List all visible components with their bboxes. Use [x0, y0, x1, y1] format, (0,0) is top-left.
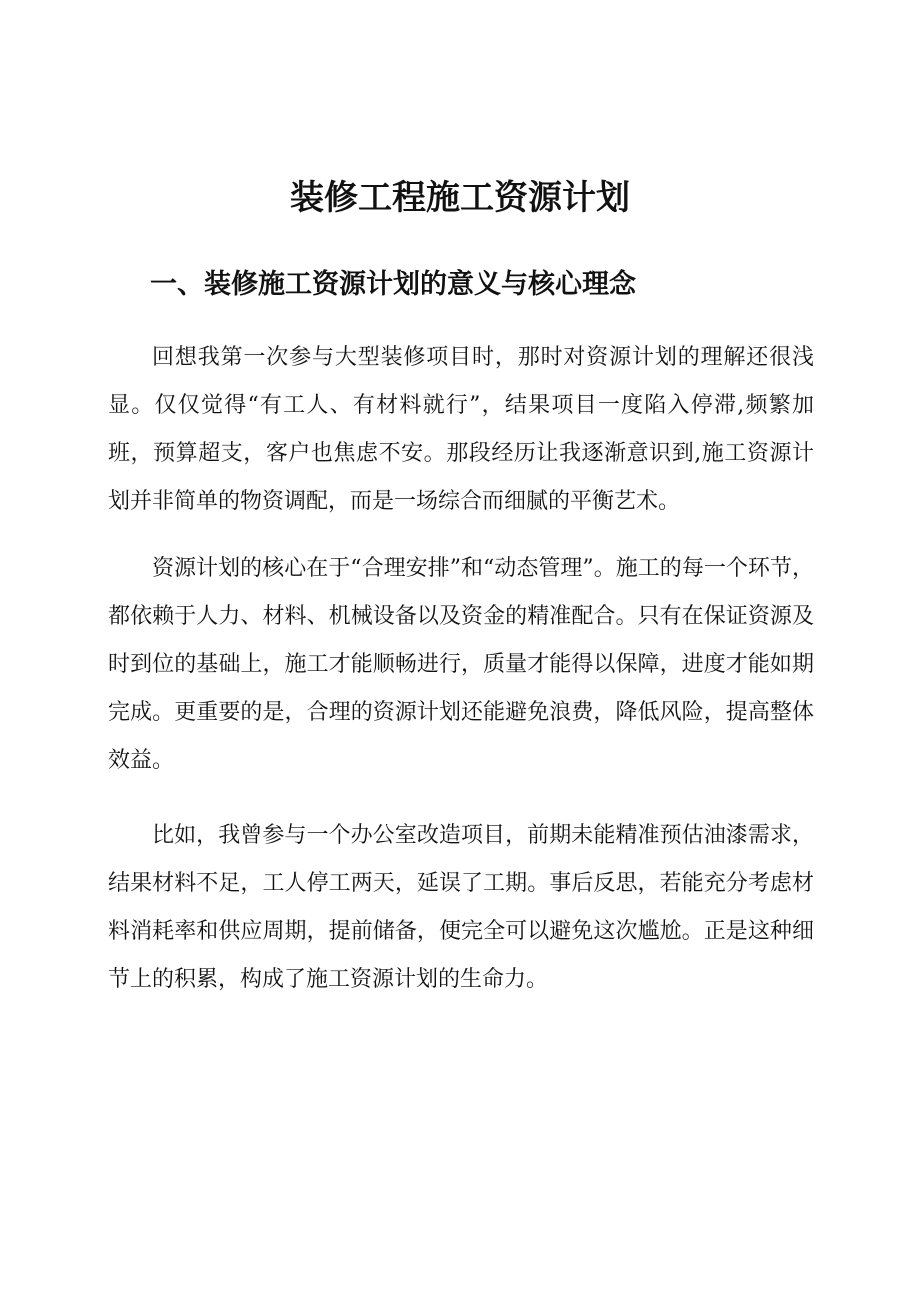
- paragraph-2: 资源计划的核心在于“合理安排”和“动态管理”。施工的每一个环节，都依赖于人力、材料、机械设备以及资金的精准配合。只有在保证资源及时到位的基础上，施工才能顺畅进行，质量才能得以保障，进度才能如期完成。更重要的是，合理的资源计划还能避免浪费，降低风险，提高整体效益。: [108, 556, 814, 773]
- section-heading: 一、装修施工资源计划的意义与核心理念: [150, 269, 636, 300]
- document-title: 装修工程施工资源计划: [290, 178, 630, 218]
- paragraph-1: 回想我第一次参与大型装修项目时，那时对资源计划的理解还很浅显。仅仅觉得“有工人、有材料就行”，结果项目一度陷入停滞,频繁加班，预算超支，客户也焦虑不安。那段经历让我逐渐意识到,施工资源计划并非简单的物资调配，而是一场综合而细腻的平衡艺术。: [108, 345, 814, 514]
- paragraph-3: 比如，我曾参与一个办公室改造项目，前期未能精准预估油漆需求，结果材料不足，工人停工两天，延误了工期。事后反思，若能充分考虑材料消耗率和供应周期，提前储备，便完全可以避免这次尴尬。正是这种细节上的积累，构成了施工资源计划的生命力。: [108, 823, 814, 992]
